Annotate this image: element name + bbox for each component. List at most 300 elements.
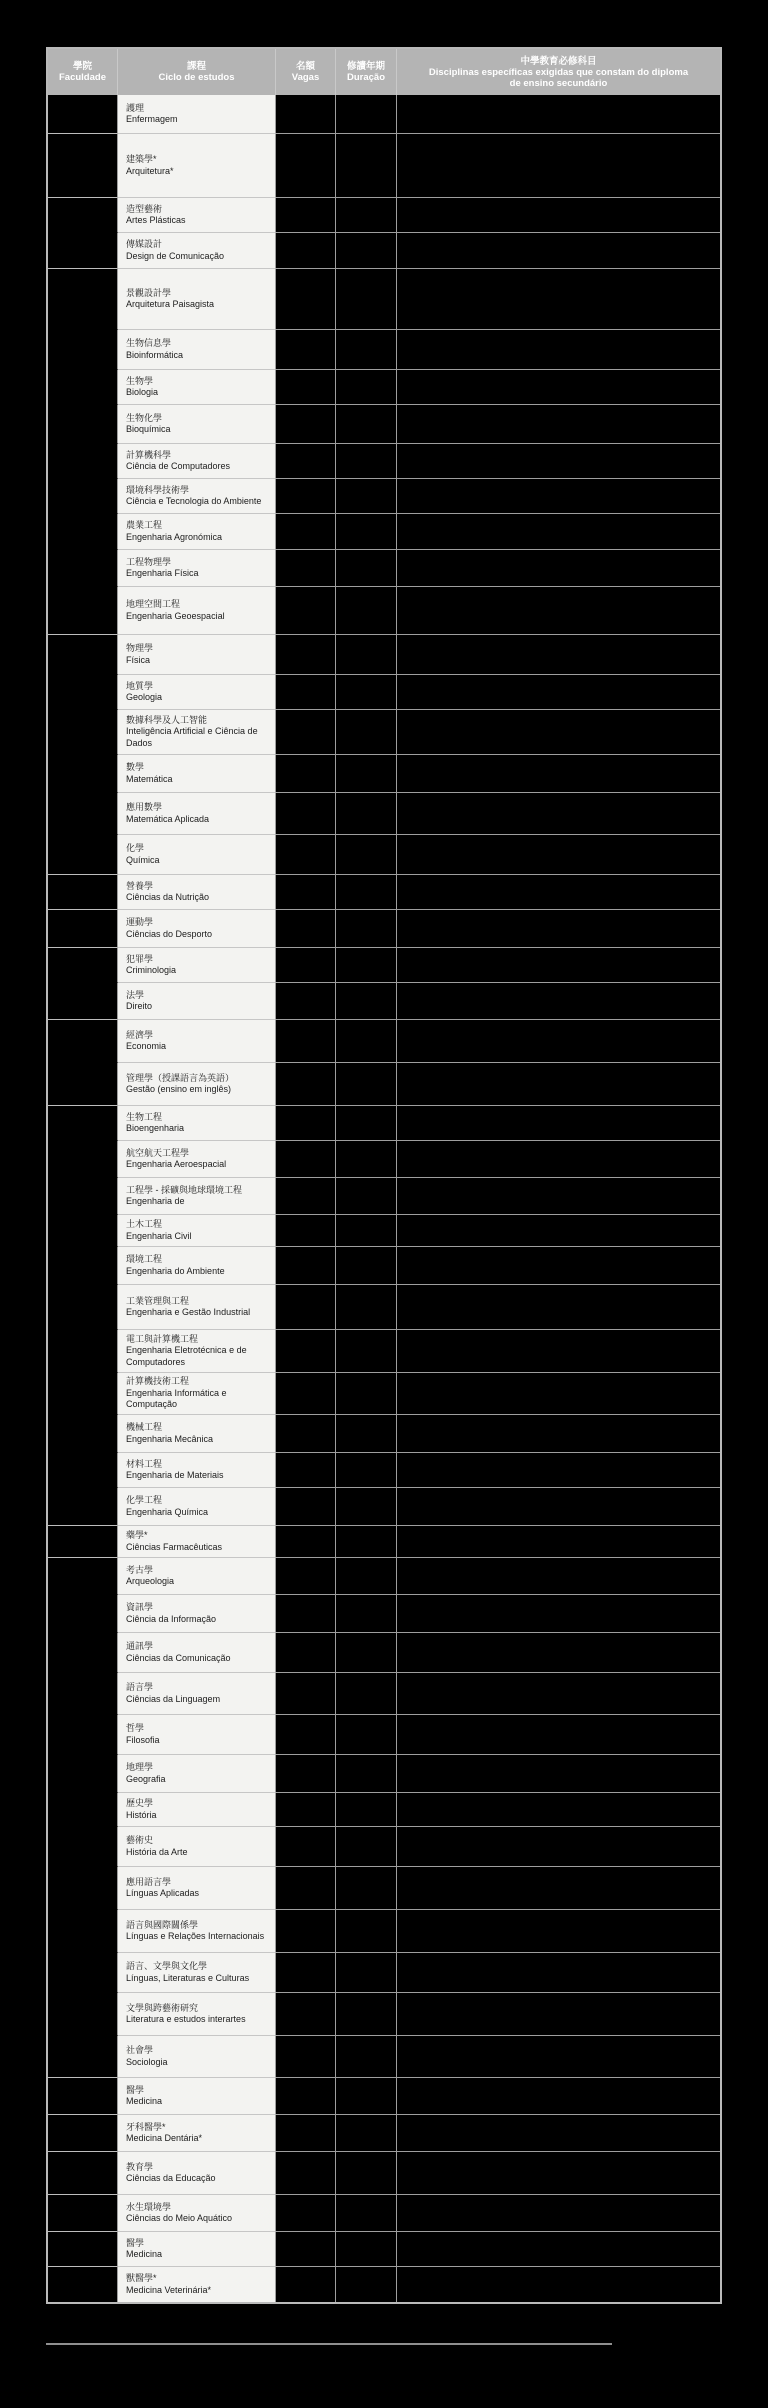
disciplinas-cell xyxy=(397,835,720,875)
course-name-pt: Engenharia de Materiais xyxy=(126,1470,224,1480)
faculty-cell xyxy=(48,444,118,479)
course-name-pt: Medicina Veterinária* xyxy=(126,2284,212,2295)
disciplinas-cell xyxy=(397,1558,720,1595)
vagas-cell xyxy=(276,2036,336,2078)
disciplinas-cell xyxy=(397,1526,720,1558)
disciplinas-cell xyxy=(397,1488,720,1526)
faculty-cell xyxy=(48,1106,118,1141)
faculty-cell xyxy=(48,550,118,587)
disciplinas-cell xyxy=(397,1633,720,1673)
course-name-zh: 社會學 xyxy=(126,2045,154,2055)
disciplinas-cell xyxy=(397,1867,720,1910)
duracao-cell xyxy=(336,587,397,635)
duracao-cell xyxy=(336,675,397,710)
course-name-zh: 醫學 xyxy=(126,2237,145,2248)
faculty-cell xyxy=(48,1178,118,1215)
vagas-cell xyxy=(276,1633,336,1673)
course-cell xyxy=(118,1715,276,1755)
course-cell xyxy=(118,370,276,405)
course-name-zh: 材料工程 xyxy=(126,1458,163,1469)
course-name-pt: Engenharia Eletrotécnica e de Computadores xyxy=(126,1345,247,1367)
duracao-cell xyxy=(336,1953,397,1993)
course-cell xyxy=(118,675,276,710)
vagas-cell xyxy=(276,675,336,710)
course-name-zh: 化學工程 xyxy=(126,1495,163,1505)
faculty-cell xyxy=(48,1715,118,1755)
course-name-pt: Geografia xyxy=(126,1773,166,1784)
table-row xyxy=(48,675,720,710)
course-name-zh: 地理學 xyxy=(126,1762,154,1772)
faculty-cell xyxy=(48,1633,118,1673)
table-row xyxy=(48,2232,720,2267)
course-name-pt: Matemática xyxy=(126,773,173,784)
faculty-cell xyxy=(48,1910,118,1953)
table-row xyxy=(48,269,720,330)
faculty-cell xyxy=(48,514,118,550)
course-name-zh: 語言與國際關係學 xyxy=(126,1919,199,1930)
faculty-cell xyxy=(48,479,118,514)
disciplinas-cell xyxy=(397,95,720,134)
vagas-cell xyxy=(276,635,336,675)
course-name-zh: 地理空間工程 xyxy=(126,599,181,609)
duracao-cell xyxy=(336,1106,397,1141)
faculty-cell xyxy=(48,587,118,635)
duracao-cell xyxy=(336,755,397,793)
duracao-cell xyxy=(336,2078,397,2115)
duracao-cell xyxy=(336,1633,397,1673)
disciplinas-cell xyxy=(397,1953,720,1993)
course-name-pt: Criminologia xyxy=(126,965,177,975)
course-name-zh: 資訊學 xyxy=(126,1602,154,1612)
vagas-cell xyxy=(276,1106,336,1141)
course-cell xyxy=(118,1247,276,1285)
faculty-cell xyxy=(48,1673,118,1715)
table-row xyxy=(48,755,720,793)
vagas-cell xyxy=(276,1867,336,1910)
course-name-zh: 生物學 xyxy=(126,375,154,386)
vagas-cell xyxy=(276,550,336,587)
course-cell xyxy=(118,1106,276,1141)
disciplinas-cell xyxy=(397,710,720,755)
course-name-zh: 電工與計算機工程 xyxy=(126,1333,199,1344)
disciplinas-cell xyxy=(397,2078,720,2115)
course-name-zh: 牙科醫學* xyxy=(126,2121,166,2132)
course-name-zh: 機械工程 xyxy=(126,1422,163,1432)
course-name-zh: 生物化學 xyxy=(126,412,163,423)
duracao-cell xyxy=(336,550,397,587)
course-name-zh: 工業管理與工程 xyxy=(126,1295,190,1306)
vagas-cell xyxy=(276,1141,336,1178)
vagas-cell xyxy=(276,405,336,444)
course-name-zh: 環境科學技術學 xyxy=(126,484,190,495)
duracao-cell xyxy=(336,479,397,514)
faculty-cell xyxy=(48,1558,118,1595)
disciplinas-cell xyxy=(397,198,720,233)
header-vagas xyxy=(276,49,336,95)
vagas-cell xyxy=(276,1215,336,1247)
table-row xyxy=(48,1063,720,1106)
disciplinas-cell xyxy=(397,1595,720,1633)
disciplinas-cell xyxy=(397,1373,720,1415)
faculty-cell xyxy=(48,1415,118,1453)
course-cell xyxy=(118,1953,276,1993)
duracao-cell xyxy=(336,134,397,198)
duracao-cell xyxy=(336,1285,397,1330)
table-row xyxy=(48,1178,720,1215)
course-name-zh: 管理學（授課語言為英語） xyxy=(126,1072,235,1083)
table-row xyxy=(48,514,720,550)
disciplinas-cell xyxy=(397,1141,720,1178)
disciplinas-cell xyxy=(397,1247,720,1285)
course-cell xyxy=(118,2195,276,2232)
disciplinas-cell xyxy=(397,875,720,910)
table-row xyxy=(48,1867,720,1910)
table-row xyxy=(48,1793,720,1827)
table-row xyxy=(48,1526,720,1558)
faculty-cell xyxy=(48,2078,118,2115)
vagas-cell xyxy=(276,479,336,514)
table-row xyxy=(48,444,720,479)
vagas-cell xyxy=(276,370,336,405)
table-row xyxy=(48,1215,720,1247)
table-header-row xyxy=(48,49,720,95)
disciplinas-cell xyxy=(397,1673,720,1715)
disciplinas-cell xyxy=(397,755,720,793)
disciplinas-cell xyxy=(397,2036,720,2078)
faculty-cell xyxy=(48,835,118,875)
faculty-cell xyxy=(48,405,118,444)
table-row xyxy=(48,405,720,444)
course-cell xyxy=(118,1285,276,1330)
duracao-cell xyxy=(336,983,397,1020)
course-name-zh: 法學 xyxy=(126,989,145,1000)
duracao-cell xyxy=(336,514,397,550)
course-name-pt: Arquitetura* xyxy=(126,165,174,176)
table-row xyxy=(48,550,720,587)
vagas-cell xyxy=(276,233,336,269)
table-row xyxy=(48,710,720,755)
disciplinas-cell xyxy=(397,1063,720,1106)
course-name-zh: 水生環境學 xyxy=(126,2201,172,2212)
vagas-cell xyxy=(276,1673,336,1715)
vagas-cell xyxy=(276,1755,336,1793)
vagas-cell xyxy=(276,2078,336,2115)
course-cell xyxy=(118,1141,276,1178)
course-name-zh: 犯罪學 xyxy=(126,953,154,964)
faculty-cell xyxy=(48,1215,118,1247)
disciplinas-cell xyxy=(397,2267,720,2302)
table-row xyxy=(48,233,720,269)
duracao-cell xyxy=(336,1867,397,1910)
vagas-cell xyxy=(276,1373,336,1415)
table-row xyxy=(48,635,720,675)
vagas-cell xyxy=(276,95,336,134)
table-row xyxy=(48,1558,720,1595)
course-name-pt: Arqueologia xyxy=(126,1576,175,1586)
disciplinas-cell xyxy=(397,1215,720,1247)
vagas-cell xyxy=(276,134,336,198)
vagas-cell xyxy=(276,444,336,479)
disciplinas-cell xyxy=(397,910,720,948)
course-name-zh: 土木工程 xyxy=(126,1219,163,1229)
duracao-cell xyxy=(336,2232,397,2267)
course-name-pt: Filosofia xyxy=(126,1734,160,1745)
course-cell xyxy=(118,1827,276,1867)
course-cell xyxy=(118,1453,276,1488)
duracao-cell xyxy=(336,1526,397,1558)
faculty-cell xyxy=(48,2152,118,2195)
table-row xyxy=(48,1633,720,1673)
header-disciplinas-zh: 中學教育必修科目 xyxy=(520,55,597,67)
faculty-cell xyxy=(48,755,118,793)
duracao-cell xyxy=(336,2115,397,2152)
course-name-pt: Ciências da Nutrição xyxy=(126,892,210,902)
table-row xyxy=(48,1330,720,1373)
table-row xyxy=(48,2152,720,2195)
vagas-cell xyxy=(276,330,336,370)
course-cell xyxy=(118,550,276,587)
table-row xyxy=(48,479,720,514)
header-vagas-zh: 名額 xyxy=(295,61,315,72)
faculty-cell xyxy=(48,2232,118,2267)
course-cell xyxy=(118,1373,276,1415)
table-row xyxy=(48,2036,720,2078)
table-row xyxy=(48,1595,720,1633)
table-row xyxy=(48,1020,720,1063)
faculty-cell xyxy=(48,2195,118,2232)
table-row xyxy=(48,2115,720,2152)
disciplinas-cell xyxy=(397,444,720,479)
disciplinas-cell xyxy=(397,1715,720,1755)
vagas-cell xyxy=(276,1488,336,1526)
course-cell xyxy=(118,983,276,1020)
course-name-pt: Artes Plásticas xyxy=(126,215,186,225)
course-name-pt: Inteligência Artificial e Ciência de Dados xyxy=(126,726,258,748)
course-cell xyxy=(118,875,276,910)
faculty-cell xyxy=(48,1063,118,1106)
faculty-cell xyxy=(48,983,118,1020)
duracao-cell xyxy=(336,793,397,835)
course-name-zh: 造型藝術 xyxy=(126,203,163,214)
course-cell xyxy=(118,1867,276,1910)
course-name-zh: 地質學 xyxy=(126,680,154,691)
vagas-cell xyxy=(276,1793,336,1827)
course-name-zh: 通訊學 xyxy=(126,1641,154,1651)
table-row xyxy=(48,95,720,134)
vagas-cell xyxy=(276,948,336,983)
disciplinas-cell xyxy=(397,2115,720,2152)
vagas-cell xyxy=(276,1330,336,1373)
duracao-cell xyxy=(336,1558,397,1595)
disciplinas-cell xyxy=(397,793,720,835)
course-name-pt: Sociologia xyxy=(126,2056,168,2067)
course-name-pt: Bioengenharia xyxy=(126,1123,185,1133)
table-body xyxy=(48,95,720,2302)
disciplinas-cell xyxy=(397,587,720,635)
course-cell xyxy=(118,1558,276,1595)
course-cell xyxy=(118,1526,276,1558)
table-row xyxy=(48,1373,720,1415)
duracao-cell xyxy=(336,405,397,444)
course-name-pt: Química xyxy=(126,854,160,865)
course-name-zh: 工程物理學 xyxy=(126,556,172,567)
duracao-cell xyxy=(336,269,397,330)
course-name-pt: Engenharia de xyxy=(126,1196,185,1206)
disciplinas-cell xyxy=(397,405,720,444)
course-cell xyxy=(118,910,276,948)
course-name-zh: 哲學 xyxy=(126,1723,145,1733)
table-row xyxy=(48,875,720,910)
course-name-zh: 藝術史 xyxy=(126,1835,154,1845)
duracao-cell xyxy=(336,1415,397,1453)
course-name-pt: Física xyxy=(126,654,151,665)
disciplinas-cell xyxy=(397,1178,720,1215)
course-cell xyxy=(118,1330,276,1373)
faculty-cell xyxy=(48,1373,118,1415)
duracao-cell xyxy=(336,910,397,948)
table-row xyxy=(48,1910,720,1953)
course-name-zh: 運動學 xyxy=(126,917,154,927)
faculty-cell xyxy=(48,233,118,269)
course-name-pt: Literatura e estudos interartes xyxy=(126,2014,246,2024)
header-curso-pt: Ciclo de estudos xyxy=(158,72,235,83)
course-cell xyxy=(118,1178,276,1215)
duracao-cell xyxy=(336,2267,397,2302)
course-name-pt: Medicina xyxy=(126,2249,163,2259)
faculty-cell xyxy=(48,1526,118,1558)
table-row xyxy=(48,1453,720,1488)
table-row xyxy=(48,1141,720,1178)
duracao-cell xyxy=(336,875,397,910)
header-faculdade-pt: Faculdade xyxy=(59,72,106,83)
disciplinas-cell xyxy=(397,1415,720,1453)
course-cell xyxy=(118,1063,276,1106)
duracao-cell xyxy=(336,1330,397,1373)
disciplinas-cell xyxy=(397,269,720,330)
course-cell xyxy=(118,1910,276,1953)
faculty-cell xyxy=(48,948,118,983)
vagas-cell xyxy=(276,1558,336,1595)
vagas-cell xyxy=(276,2152,336,2195)
footer-divider xyxy=(46,2343,612,2345)
courses-table xyxy=(46,47,722,2304)
duracao-cell xyxy=(336,1020,397,1063)
faculty-cell xyxy=(48,710,118,755)
vagas-cell xyxy=(276,1020,336,1063)
course-name-pt: Engenharia Agronómica xyxy=(126,531,223,542)
course-name-pt: Ciências Farmacêuticas xyxy=(126,1541,223,1552)
course-cell xyxy=(118,1415,276,1453)
course-cell xyxy=(118,1595,276,1633)
duracao-cell xyxy=(336,1178,397,1215)
course-name-pt: Engenharia do Ambiente xyxy=(126,1265,225,1276)
table-row xyxy=(48,910,720,948)
vagas-cell xyxy=(276,1063,336,1106)
course-cell xyxy=(118,2267,276,2302)
course-cell xyxy=(118,587,276,635)
table-row xyxy=(48,2195,720,2232)
course-name-pt: Ciências da Comunicação xyxy=(126,1652,231,1663)
disciplinas-cell xyxy=(397,2195,720,2232)
disciplinas-cell xyxy=(397,1453,720,1488)
disciplinas-cell xyxy=(397,635,720,675)
disciplinas-cell xyxy=(397,948,720,983)
course-name-pt: Engenharia Física xyxy=(126,568,199,578)
course-cell xyxy=(118,405,276,444)
header-curso-zh: 課程 xyxy=(186,61,206,72)
vagas-cell xyxy=(276,1910,336,1953)
table-row xyxy=(48,587,720,635)
duracao-cell xyxy=(336,233,397,269)
disciplinas-cell xyxy=(397,134,720,198)
table-row xyxy=(48,983,720,1020)
table-row xyxy=(48,1488,720,1526)
course-name-pt: Arquitetura Paisagista xyxy=(126,299,215,309)
course-name-zh: 應用數學 xyxy=(126,802,163,812)
table-row xyxy=(48,948,720,983)
duracao-cell xyxy=(336,1993,397,2036)
duracao-cell xyxy=(336,948,397,983)
course-name-zh: 醫學 xyxy=(126,2084,145,2095)
course-name-zh: 語言學 xyxy=(126,1682,154,1692)
disciplinas-cell xyxy=(397,1020,720,1063)
vagas-cell xyxy=(276,1595,336,1633)
faculty-cell xyxy=(48,1867,118,1910)
duracao-cell xyxy=(336,95,397,134)
faculty-cell xyxy=(48,198,118,233)
course-cell xyxy=(118,1488,276,1526)
course-cell xyxy=(118,444,276,479)
duracao-cell xyxy=(336,635,397,675)
vagas-cell xyxy=(276,835,336,875)
vagas-cell xyxy=(276,514,336,550)
table-row xyxy=(48,1285,720,1330)
disciplinas-cell xyxy=(397,1285,720,1330)
duracao-cell xyxy=(336,2036,397,2078)
course-cell xyxy=(118,330,276,370)
course-cell xyxy=(118,710,276,755)
course-name-pt: Engenharia Química xyxy=(126,1506,209,1517)
course-name-zh: 生物信息學 xyxy=(126,338,172,348)
course-name-pt: Ciências do Meio Aquático xyxy=(126,2213,233,2223)
course-cell xyxy=(118,514,276,550)
course-name-pt: Medicina xyxy=(126,2096,163,2106)
course-cell xyxy=(118,1020,276,1063)
course-cell xyxy=(118,948,276,983)
course-name-pt: Ciências da Linguagem xyxy=(126,1693,221,1704)
course-name-pt: Engenharia Informática e Computação xyxy=(126,1387,227,1410)
course-name-zh: 物理學 xyxy=(126,643,154,653)
vagas-cell xyxy=(276,2232,336,2267)
duracao-cell xyxy=(336,1247,397,1285)
vagas-cell xyxy=(276,1247,336,1285)
faculty-cell xyxy=(48,1285,118,1330)
course-name-zh: 環境工程 xyxy=(126,1254,163,1264)
vagas-cell xyxy=(276,269,336,330)
faculty-cell xyxy=(48,793,118,835)
duracao-cell xyxy=(336,198,397,233)
course-name-zh: 景觀設計學 xyxy=(126,287,172,298)
course-cell xyxy=(118,2036,276,2078)
table-row xyxy=(48,1953,720,1993)
course-name-pt: Ciência da Informação xyxy=(126,1613,217,1624)
disciplinas-cell xyxy=(397,479,720,514)
disciplinas-cell xyxy=(397,514,720,550)
vagas-cell xyxy=(276,755,336,793)
course-name-zh: 化學 xyxy=(126,843,145,853)
faculty-cell xyxy=(48,635,118,675)
disciplinas-cell xyxy=(397,330,720,370)
